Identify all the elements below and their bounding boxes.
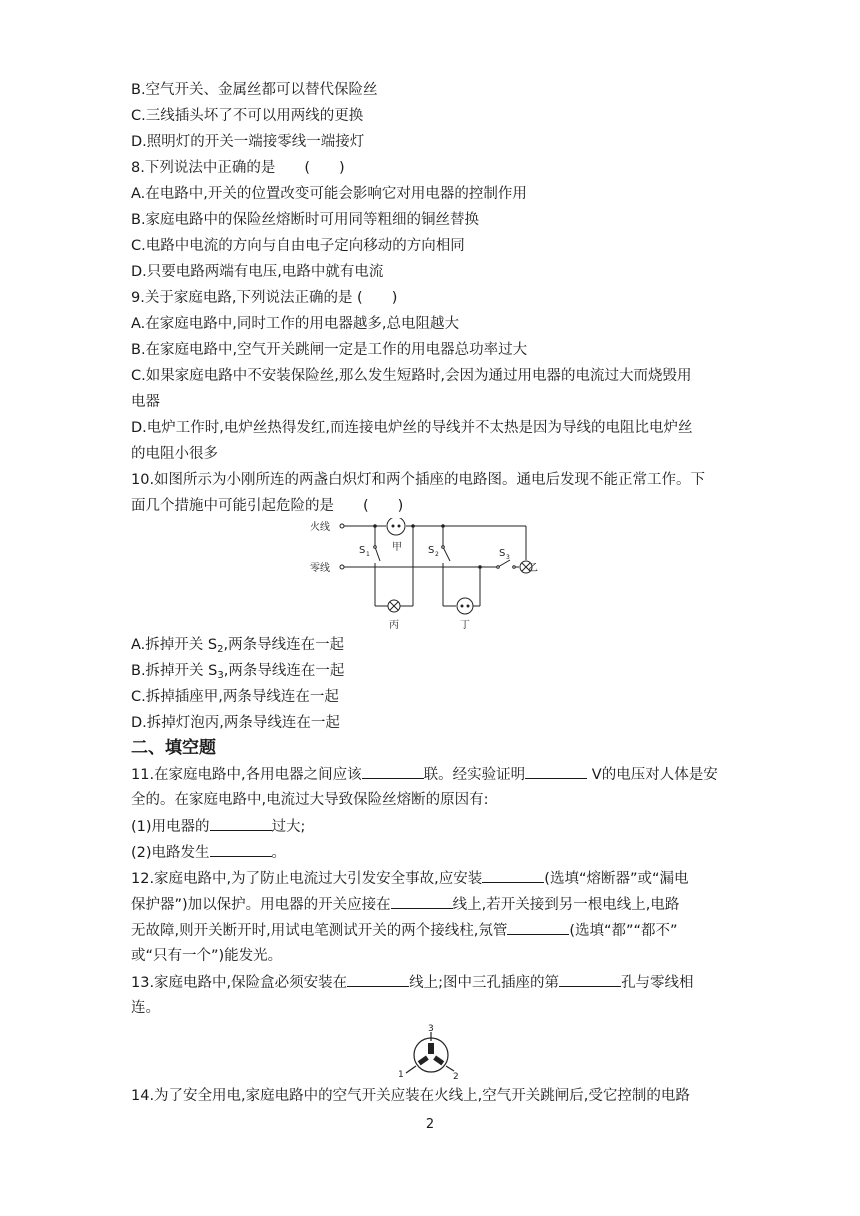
- s1-label: S: [359, 545, 366, 556]
- q13-line2: 连。: [131, 1000, 160, 1016]
- lamp-bing-label: 丙: [389, 620, 399, 631]
- q14-line1: 14.为了安全用电,家庭电路中的空气开关应装在火线上,空气开关跳闸后,受它控制的电路: [131, 1088, 690, 1104]
- q10-stem-line1: 10.如图所示为小刚所连的两盏白炽灯和两个插座的电路图。通电后发现不能正常工作。下: [131, 472, 706, 488]
- three-hole-socket-diagram: [396, 1024, 466, 1080]
- q12-line3: 无故障,则开关断开时,用试电笔测试开关的两个接线柱,氖管 (选填“都”“都不”: [131, 920, 678, 941]
- q12-line2: 保护器”)加以保护。用电器的开关应接在 线上,若开关接到另一根电线上,电路: [131, 894, 679, 915]
- q9-stem: 9.关于家庭电路,下列说法正确的是 ( ): [131, 290, 398, 306]
- q9-option-a: A.在家庭电路中,同时工作的用电器越多,总电阻越大: [131, 316, 459, 332]
- s2-subscript: 2: [435, 551, 439, 558]
- answer-blank[interactable]: [507, 920, 569, 935]
- q9-option-b: B.在家庭电路中,空气开关跳闸一定是工作的用电器总功率过大: [131, 342, 528, 358]
- q8-option-d: D.只要电路两端有电压,电路中就有电流: [131, 264, 384, 280]
- lamp-yi-label: 乙: [528, 563, 538, 574]
- q10-option-b: B.拆掉开关 $S_3$,两条导线连在一起: [131, 663, 345, 681]
- q8-option-b: B.家庭电路中的保险丝熔断时可用同等粗细的铜丝替换: [131, 212, 480, 228]
- page-number: 2: [425, 1117, 435, 1132]
- q8-option-c: C.电路中电流的方向与自由电子定向移动的方向相同: [131, 238, 465, 254]
- answer-blank[interactable]: [347, 972, 409, 987]
- live-wire-label: 火线: [310, 522, 330, 533]
- s3-label: S: [499, 548, 506, 559]
- answer-blank[interactable]: [210, 842, 272, 857]
- q7-option-c: C.三线插头坏了不可以用两线的更换: [131, 108, 364, 124]
- answer-blank[interactable]: [391, 894, 453, 909]
- q10-stem-line2: 面几个措施中可能引起危险的是 ( ): [131, 498, 404, 514]
- neutral-wire-label: 零线: [310, 563, 330, 574]
- q7-option-d: D.照明灯的开关一端接零线一端接灯: [131, 134, 365, 150]
- socket-hole-3-label: 3: [428, 1024, 434, 1034]
- q9-option-c-line1: C.如果家庭电路中不安装保险丝,那么发生短路时,会因为通过用电器的电流过大而烧毁用: [131, 368, 692, 384]
- answer-blank[interactable]: [210, 816, 272, 831]
- q12-line1: 12.家庭电路中,为了防止电流过大引发安全事故,应安装 (选填“熔断器”或“漏电: [131, 868, 688, 889]
- q11-line3: (1)用电器的 过大;: [131, 816, 305, 837]
- q11-line4: (2)电路发生 。: [131, 842, 286, 863]
- answer-blank[interactable]: [559, 972, 621, 987]
- q9-option-c-line2: 电器: [131, 394, 160, 410]
- q11-line2: 全的。在家庭电路中,电流过大导致保险丝熔断的原因有:: [131, 792, 489, 808]
- q13-line1: 13.家庭电路中,保险盒必须安装在 线上;图中三孔插座的第 孔与零线相: [131, 972, 694, 993]
- q7-option-b: B.空气开关、金属丝都可以替代保险丝: [131, 82, 378, 98]
- q10-option-c: C.拆掉插座甲,两条导线连在一起: [131, 689, 339, 705]
- socket-hole-2-label: 2: [453, 1072, 459, 1080]
- q10-option-d: D.拆掉灯泡丙,两条导线连在一起: [131, 715, 340, 731]
- s3-subscript: 3: [506, 554, 510, 561]
- socket-hole-1-label: 1: [398, 1070, 404, 1080]
- socket-ding-label: 丁: [460, 620, 470, 631]
- answer-blank[interactable]: [525, 764, 587, 779]
- q11-line1: 11.在家庭电路中,各用电器之间应该 联。经实验证明 V的电压对人体是安: [131, 764, 718, 785]
- s2-label: S: [428, 545, 435, 556]
- q9-option-d-line1: D.电炉工作时,电炉丝热得发红,而连接电炉丝的导线并不太热是因为导线的电阻比电炉丝: [131, 420, 693, 436]
- circuit-diagram: [300, 518, 540, 634]
- answer-blank[interactable]: [362, 764, 424, 779]
- socket-jia-label: 甲: [392, 542, 402, 553]
- q9-option-d-line2: 的电阻小很多: [131, 446, 218, 462]
- section-heading-fill-in: 二、填空题: [131, 738, 216, 758]
- q8-stem: 8.下列说法中正确的是 ( ): [131, 160, 345, 176]
- s1-subscript: 1: [366, 551, 370, 558]
- q12-line4: 或“只有一个”)能发光。: [131, 948, 283, 964]
- q8-option-a: A.在电路中,开关的位置改变可能会影响它对用电器的控制作用: [131, 186, 527, 202]
- q10-option-a: A.拆掉开关 $S_2$,两条导线连在一起: [131, 637, 345, 655]
- answer-blank[interactable]: [482, 868, 544, 883]
